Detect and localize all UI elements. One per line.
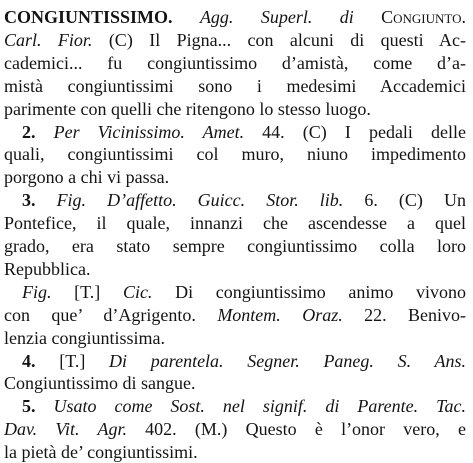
- entry-text: la pietà de’ congiuntissimi.: [4, 442, 198, 463]
- entry-text: grado, era stato sempre congiuntissimo colla loro: [4, 236, 466, 256]
- entry-text: Fig. D’affetto. Guicc. Stor. lib.: [35, 190, 344, 211]
- root-word: Congiunto.: [381, 7, 467, 27]
- entry-text: con que’ d’Agrigento.: [4, 304, 218, 325]
- entry-line: [4, 418, 466, 440]
- entry-text: 6. (C) Un: [343, 190, 466, 211]
- entry-text: 22. Benivo-: [342, 304, 466, 325]
- entry-text: 402. (M.) Questo è l’onor vero, e: [126, 419, 466, 440]
- entry-line: [4, 304, 466, 326]
- entry-line: [4, 235, 466, 257]
- entry-text: quali, congiuntissimi col muro, niuno impedimento: [4, 144, 466, 165]
- entry-line: [4, 75, 466, 97]
- entry-text: 2.: [22, 121, 36, 142]
- entry-line: [22, 121, 466, 143]
- entry-line: [22, 350, 466, 372]
- entry-line: [4, 143, 466, 165]
- entry-text: 4.: [22, 350, 36, 371]
- entry-text: Cic.: [122, 281, 153, 302]
- entry-line: [4, 166, 169, 188]
- entry-line: [22, 281, 466, 303]
- entry-heading-line: [4, 6, 466, 28]
- entry-text: Di congiuntissimo animo vivono: [152, 281, 466, 302]
- entry-text: 3.: [22, 190, 36, 211]
- entry-text: Per Vicinissimo. Amet.: [35, 121, 245, 142]
- entry-text: porgono a chi vi passa.: [4, 167, 170, 188]
- entry-text: 5.: [22, 396, 36, 417]
- entry-line: [4, 212, 466, 234]
- entry-text: (C) Il Pigna... con alcuni di questi Ac-: [92, 29, 466, 50]
- entry-line: [4, 98, 371, 120]
- entry-line: [4, 52, 466, 74]
- entry-text: Di parentela. Segner. Paneg. S. Ans.: [109, 350, 466, 371]
- entry-text: cademici... fu congiuntissimo d’amistà, come d’a-: [4, 52, 466, 73]
- entry-line: [4, 29, 466, 51]
- entry-text: parimente con quelli che ritengono lo stesso luogo.: [4, 98, 371, 119]
- entry-line: [4, 441, 198, 463]
- headword: CONGIUNTISSIMO.: [4, 7, 173, 27]
- entry-text: Carl. Fior.: [4, 29, 93, 50]
- entry-text: [T.]: [35, 350, 110, 371]
- entry-text: Usato come Sost. nel signif. di Parente. Tac.: [35, 396, 466, 417]
- entry-text: Pontefice, il quale, innanzi che ascendesse a quel: [4, 213, 466, 234]
- entry-text: [T.]: [51, 281, 123, 302]
- entry-line: [4, 258, 90, 280]
- entry-line: [22, 395, 466, 417]
- entry-text: Montem. Oraz.: [217, 304, 343, 325]
- entry-line: [4, 327, 165, 349]
- entry-text: Repubblica.: [4, 258, 91, 279]
- entry-text: Fig.: [22, 281, 52, 302]
- entry-line: [22, 189, 466, 211]
- entry-line: [4, 372, 196, 394]
- entry-text: lenzia congiuntissima.: [4, 327, 165, 348]
- entry-text: Dav. Vit. Agr.: [4, 419, 127, 440]
- entry-text: 44. (C) I pedali delle: [244, 121, 467, 142]
- entry-text: mistà congiuntissimi sono i medesimi Accademici: [4, 75, 466, 96]
- grammar-note: Agg. Superl. di: [199, 7, 354, 27]
- entry-text: Congiuntissimo di sangue.: [4, 373, 196, 394]
